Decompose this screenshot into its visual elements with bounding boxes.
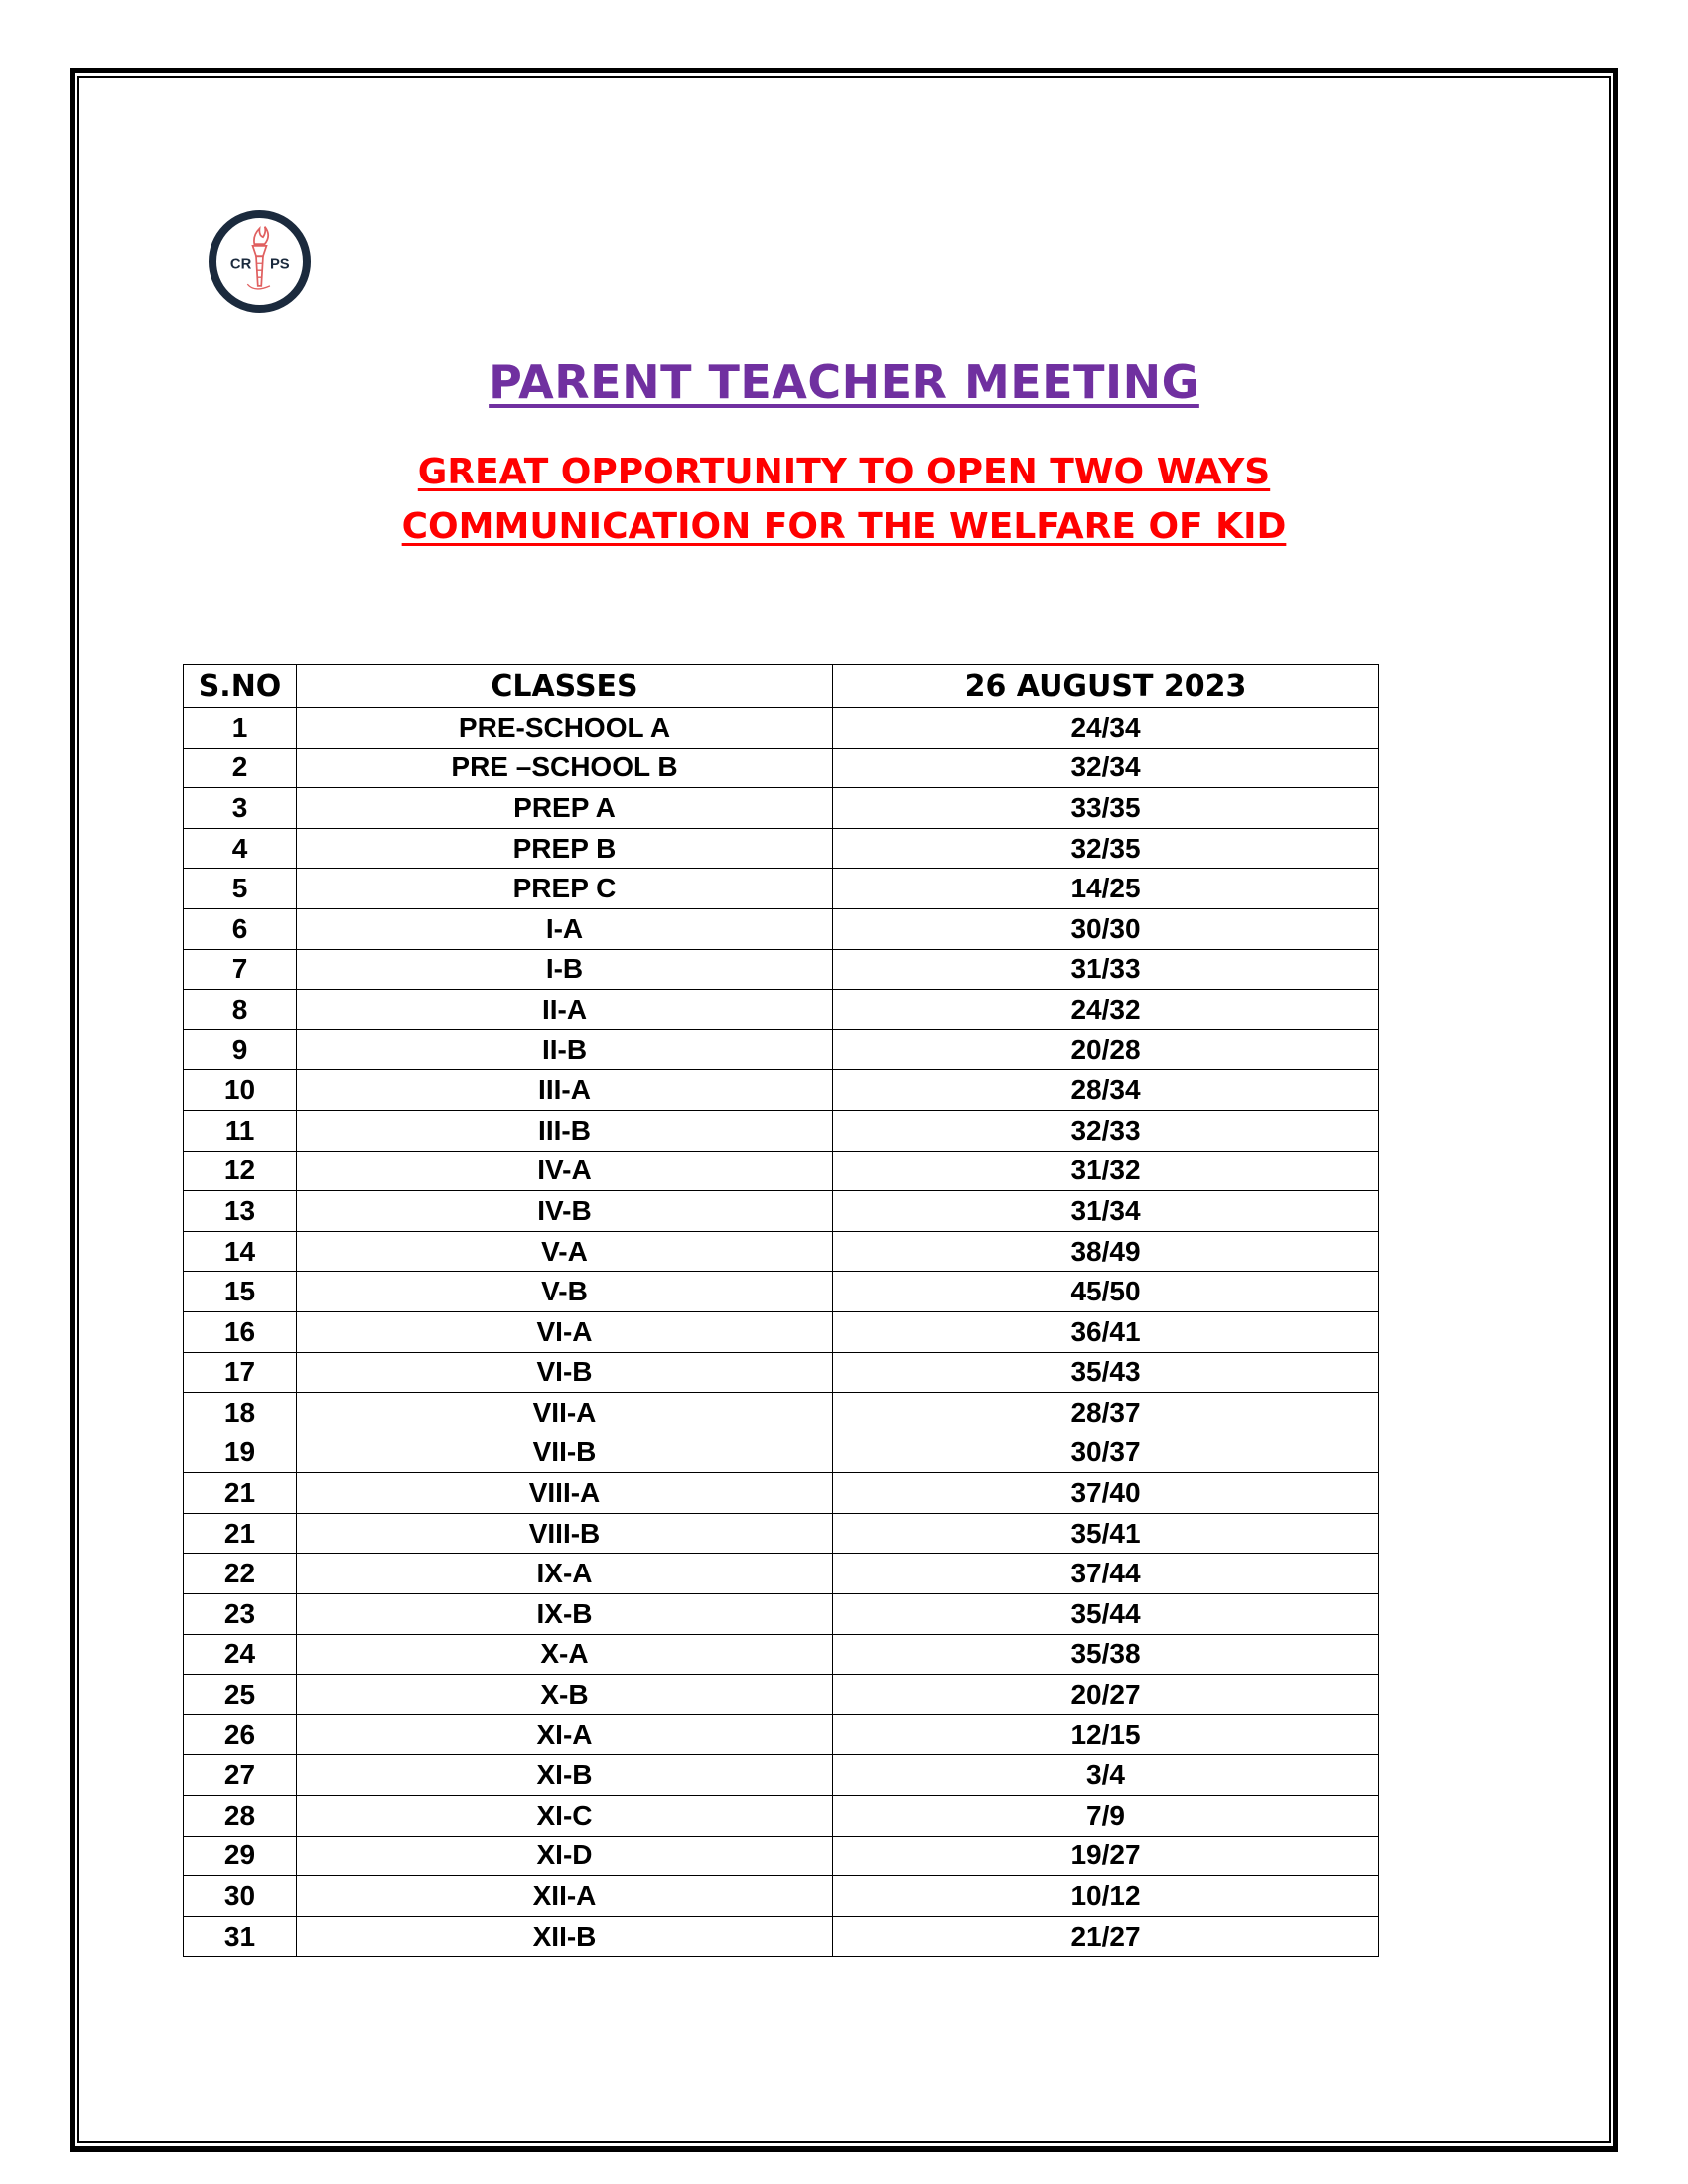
table-row (184, 1675, 1379, 1715)
cell-class: III-A (297, 1070, 833, 1111)
table-row (184, 1473, 1379, 1514)
cell-class: II-B (297, 1029, 833, 1070)
cell-attendance: 12/15 (833, 1714, 1379, 1755)
cell-class: XI-C (297, 1796, 833, 1837)
cell-class: XI-D (297, 1836, 833, 1876)
table-header-row (184, 665, 1379, 708)
page-title: PARENT TEACHER MEETING (489, 355, 1199, 409)
table-row (184, 908, 1379, 949)
cell-attendance: 31/32 (833, 1151, 1379, 1191)
cell-attendance: 24/32 (833, 990, 1379, 1030)
cell-class: VII-A (297, 1393, 833, 1433)
header-classes: CLASSES (297, 665, 833, 708)
cell-sno: 1 (184, 708, 297, 749)
cell-attendance: 37/40 (833, 1473, 1379, 1514)
cell-sno: 7 (184, 949, 297, 990)
cell-sno: 14 (184, 1231, 297, 1272)
cell-attendance: 10/12 (833, 1876, 1379, 1917)
cell-class: III-B (297, 1110, 833, 1151)
cell-class: VI-A (297, 1311, 833, 1352)
cell-sno: 11 (184, 1110, 297, 1151)
cell-attendance: 3/4 (833, 1755, 1379, 1796)
cell-attendance: 32/35 (833, 828, 1379, 869)
cell-sno: 29 (184, 1836, 297, 1876)
table-row (184, 1151, 1379, 1191)
cell-sno: 8 (184, 990, 297, 1030)
cell-attendance: 20/28 (833, 1029, 1379, 1070)
cell-sno: 26 (184, 1714, 297, 1755)
cell-class: IX-A (297, 1554, 833, 1594)
logo-text-right: PS (269, 256, 290, 273)
cell-sno: 3 (184, 788, 297, 829)
cell-attendance: 32/34 (833, 748, 1379, 788)
cell-attendance: 32/33 (833, 1110, 1379, 1151)
cell-class: PREP B (297, 828, 833, 869)
cell-attendance: 24/34 (833, 708, 1379, 749)
table-row (184, 1755, 1379, 1796)
table-row (184, 1513, 1379, 1554)
cell-attendance: 38/49 (833, 1231, 1379, 1272)
cell-attendance: 28/37 (833, 1393, 1379, 1433)
table-row (184, 1916, 1379, 1957)
cell-attendance: 19/27 (833, 1836, 1379, 1876)
table-row (184, 708, 1379, 749)
table-row (184, 1029, 1379, 1070)
cell-class: IV-B (297, 1191, 833, 1232)
table-row (184, 1231, 1379, 1272)
cell-attendance: 45/50 (833, 1272, 1379, 1312)
cell-class: XII-B (297, 1916, 833, 1957)
cell-class: VIII-B (297, 1513, 833, 1554)
table-row (184, 1876, 1379, 1917)
cell-attendance: 30/30 (833, 908, 1379, 949)
subtitle-line-1: GREAT OPPORTUNITY TO OPEN TWO WAYS (417, 452, 1271, 492)
cell-sno: 19 (184, 1433, 297, 1473)
table-row (184, 1554, 1379, 1594)
cell-sno: 25 (184, 1675, 297, 1715)
cell-class: VIII-A (297, 1473, 833, 1514)
cell-class: VII-B (297, 1433, 833, 1473)
table-row (184, 1836, 1379, 1876)
cell-class: PREP A (297, 788, 833, 829)
cell-class: VI-B (297, 1352, 833, 1393)
cell-attendance: 35/41 (833, 1513, 1379, 1554)
cell-class: I-A (297, 908, 833, 949)
cell-attendance: 33/35 (833, 788, 1379, 829)
cell-sno: 13 (184, 1191, 297, 1232)
cell-attendance: 31/34 (833, 1191, 1379, 1232)
table-row (184, 1311, 1379, 1352)
table-row (184, 1352, 1379, 1393)
cell-attendance: 28/34 (833, 1070, 1379, 1111)
cell-attendance: 20/27 (833, 1675, 1379, 1715)
cell-class: PRE-SCHOOL A (297, 708, 833, 749)
table-row (184, 1714, 1379, 1755)
header-date: 26 AUGUST 2023 (833, 665, 1379, 708)
cell-attendance: 37/44 (833, 1554, 1379, 1594)
table-row (184, 1272, 1379, 1312)
cell-sno: 9 (184, 1029, 297, 1070)
cell-attendance: 36/41 (833, 1311, 1379, 1352)
table-row (184, 788, 1379, 829)
cell-attendance: 30/37 (833, 1433, 1379, 1473)
cell-class: PREP C (297, 869, 833, 909)
table-row (184, 1796, 1379, 1837)
cell-attendance: 35/44 (833, 1594, 1379, 1635)
table-row (184, 949, 1379, 990)
table-row (184, 1110, 1379, 1151)
cell-attendance: 21/27 (833, 1916, 1379, 1957)
table-row (184, 1191, 1379, 1232)
table-row (184, 990, 1379, 1030)
cell-class: IX-B (297, 1594, 833, 1635)
torch-icon (216, 218, 303, 305)
cell-sno: 10 (184, 1070, 297, 1111)
cell-sno: 27 (184, 1755, 297, 1796)
cell-sno: 23 (184, 1594, 297, 1635)
cell-sno: 12 (184, 1151, 297, 1191)
cell-class: V-B (297, 1272, 833, 1312)
cell-attendance: 14/25 (833, 869, 1379, 909)
cell-attendance: 35/38 (833, 1634, 1379, 1675)
cell-class: XI-B (297, 1755, 833, 1796)
table-row (184, 1070, 1379, 1111)
cell-class: I-B (297, 949, 833, 990)
cell-class: XII-A (297, 1876, 833, 1917)
table-row (184, 1393, 1379, 1433)
subtitle-line-2: COMMUNICATION FOR THE WELFARE OF KID (401, 506, 1287, 547)
table-row (184, 869, 1379, 909)
cell-class: PRE –SCHOOL B (297, 748, 833, 788)
cell-sno: 17 (184, 1352, 297, 1393)
cell-sno: 30 (184, 1876, 297, 1917)
cell-sno: 28 (184, 1796, 297, 1837)
table-row (184, 1634, 1379, 1675)
cell-sno: 18 (184, 1393, 297, 1433)
cell-attendance: 35/43 (833, 1352, 1379, 1393)
cell-attendance: 31/33 (833, 949, 1379, 990)
cell-sno: 22 (184, 1554, 297, 1594)
cell-class: II-A (297, 990, 833, 1030)
cell-class: X-B (297, 1675, 833, 1715)
cell-sno: 16 (184, 1311, 297, 1352)
cell-class: IV-A (297, 1151, 833, 1191)
header-sno: S.NO (184, 665, 297, 708)
table-row (184, 828, 1379, 869)
cell-class: X-A (297, 1634, 833, 1675)
cell-class: V-A (297, 1231, 833, 1272)
cell-sno: 6 (184, 908, 297, 949)
cell-sno: 31 (184, 1916, 297, 1957)
table-row (184, 1594, 1379, 1635)
cell-sno: 21 (184, 1513, 297, 1554)
cell-sno: 4 (184, 828, 297, 869)
cell-sno: 21 (184, 1473, 297, 1514)
cell-sno: 15 (184, 1272, 297, 1312)
cell-sno: 5 (184, 869, 297, 909)
attendance-table (183, 664, 1379, 1957)
cell-sno: 24 (184, 1634, 297, 1675)
cell-attendance: 7/9 (833, 1796, 1379, 1837)
school-logo (209, 210, 311, 313)
logo-text-left: CR (229, 256, 252, 273)
cell-sno: 2 (184, 748, 297, 788)
cell-class: XI-A (297, 1714, 833, 1755)
table-row (184, 1433, 1379, 1473)
table-row (184, 748, 1379, 788)
